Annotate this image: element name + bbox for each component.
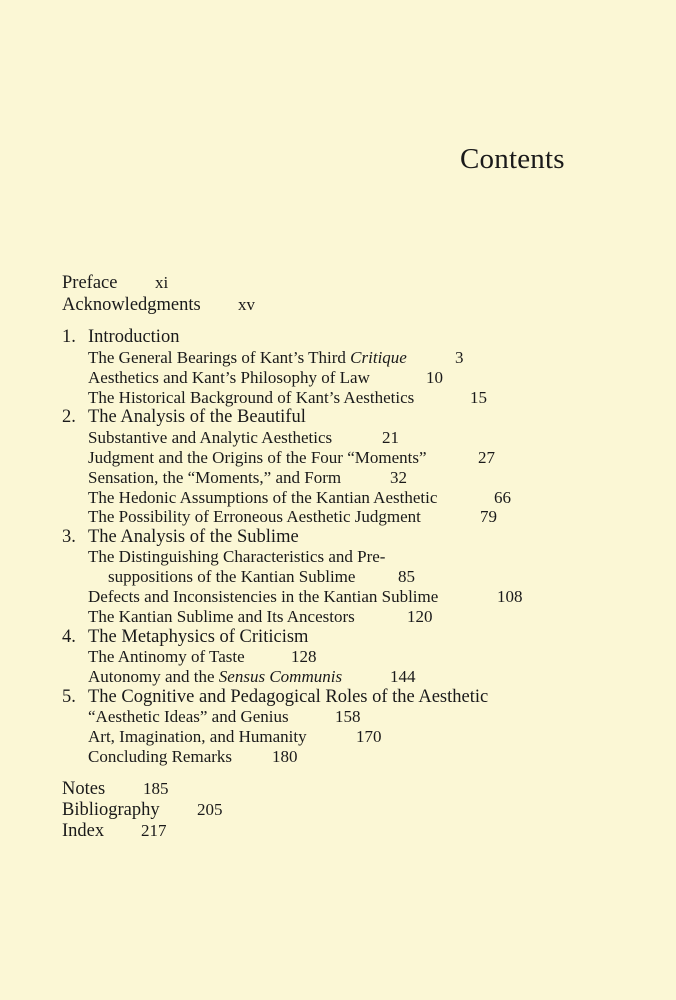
toc-section-label-italic: Sensus Communis [218, 667, 343, 686]
chapter-number: 5. [62, 687, 76, 707]
chapter-title: Introduction [88, 327, 180, 347]
toc-section: Concluding Remarks [88, 747, 233, 766]
toc-section-label: The General Bearings of Kant’s Third [88, 348, 351, 367]
chapter-number: 1. [62, 327, 76, 347]
toc-section [88, 348, 407, 368]
toc-section: Judgment and the Origins of the Four “Moments” [88, 448, 427, 467]
toc-section-page: 66 [494, 488, 511, 507]
toc-section: The Historical Background of Kant’s Aesthetics [88, 388, 415, 407]
toc-section-line1: The Distinguishing Characteristics and Pre- [88, 547, 386, 566]
toc-section-page: 144 [390, 667, 416, 686]
toc-section-page: 79 [480, 507, 497, 526]
toc-section-label-italic: Critique [350, 348, 407, 367]
toc-section-line2: suppositions of the Kantian Sublime [108, 567, 356, 586]
toc-section-page: 10 [426, 368, 443, 387]
toc-entry-page: xi [155, 273, 169, 292]
toc-entry-page: xv [238, 295, 255, 314]
chapter-number: 2. [62, 407, 76, 427]
toc-entry-page: 185 [143, 779, 169, 798]
page-title: Contents [460, 143, 565, 175]
toc-section: The Hedonic Assumptions of the Kantian Aesthetic [88, 488, 438, 507]
toc-entry-bibliography: Bibliography [62, 800, 160, 820]
toc-section-page: 128 [291, 647, 317, 666]
toc-section-page: 15 [470, 388, 487, 407]
chapter-title: The Metaphysics of Criticism [88, 627, 309, 647]
chapter-title: The Analysis of the Sublime [88, 527, 299, 547]
toc-section: “Aesthetic Ideas” and Genius [88, 707, 289, 726]
toc-entry-index: Index [62, 821, 105, 841]
chapter-title: The Cognitive and Pedagogical Roles of the Aesthetic [88, 687, 489, 707]
toc-entry-acknowledgments [62, 295, 201, 315]
toc-section-page: 32 [390, 468, 407, 487]
toc-section-page: 180 [272, 747, 298, 766]
toc-entry-label: Acknowledgments [62, 295, 201, 315]
toc-section-page: 108 [497, 587, 523, 606]
toc-entry-label: Preface [62, 273, 118, 293]
toc-entry-preface [62, 273, 117, 293]
toc-section: The Possibility of Erroneous Aesthetic Judgment [88, 507, 421, 526]
toc-section-page: 85 [398, 567, 415, 586]
toc-section-page: 21 [382, 428, 399, 447]
toc-section: Sensation, the “Moments,” and Form [88, 468, 342, 487]
toc-entry-page: 217 [141, 821, 167, 840]
toc-entry-page: 205 [197, 800, 223, 819]
toc-section-page: 158 [335, 707, 361, 726]
toc-section-page: 170 [356, 727, 382, 746]
toc-section: The Kantian Sublime and Its Ancestors [88, 607, 355, 626]
toc-section-label: Autonomy and the [88, 667, 219, 686]
toc-section: Aesthetics and Kant’s Philosophy of Law [88, 368, 370, 387]
chapter-number: 4. [62, 627, 76, 647]
chapter-number: 3. [62, 527, 76, 547]
toc-section [88, 667, 342, 687]
toc-section-page: 3 [455, 348, 464, 367]
toc-entry-notes: Notes [62, 779, 106, 799]
toc-section-page: 120 [407, 607, 433, 626]
toc-section-page: 27 [478, 448, 495, 467]
toc-section: Defects and Inconsistencies in the Kantian Sublime [88, 587, 439, 606]
toc-section: Art, Imagination, and Humanity [88, 727, 307, 746]
toc-section: The Antinomy of Taste [88, 647, 245, 666]
chapter-title: The Analysis of the Beautiful [88, 407, 306, 427]
toc-section: Substantive and Analytic Aesthetics [88, 428, 333, 447]
